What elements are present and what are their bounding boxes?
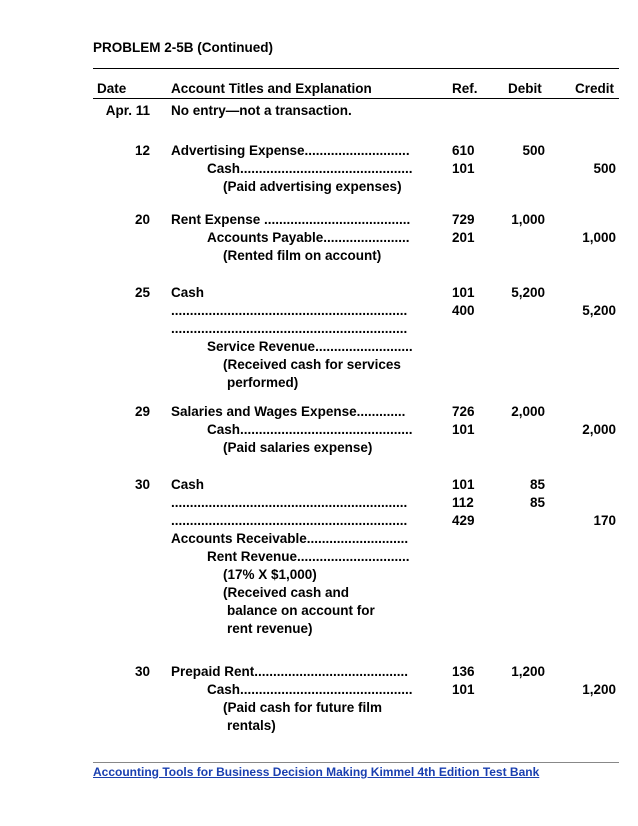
credit-amount: 2,000	[582, 422, 616, 437]
journal-line	[0, 682, 638, 700]
ref-number: 726	[452, 404, 475, 419]
journal-entry	[0, 285, 638, 393]
journal-line	[0, 103, 638, 121]
journal-line	[0, 357, 638, 375]
account-description: Advertising Expense............................	[171, 143, 410, 158]
header-debit: Debit	[508, 81, 542, 96]
ref-number: 201	[452, 230, 475, 245]
entry-date: 20	[134, 212, 150, 227]
entry-date: 29	[134, 404, 150, 419]
journal-line	[0, 404, 638, 422]
ref-number: 101	[452, 477, 475, 492]
account-description: Cash..............................................	[207, 422, 413, 437]
account-description: No entry—not a transaction.	[171, 103, 352, 118]
journal-entry	[0, 477, 638, 639]
journal-line	[0, 440, 638, 458]
ref-number: 101	[452, 161, 475, 176]
journal-line	[0, 422, 638, 440]
ref-number: 101	[452, 285, 475, 300]
journal-line	[0, 603, 638, 621]
ref-number: 610	[452, 143, 475, 158]
account-description: Service Revenue..........................	[207, 339, 413, 354]
journal-line	[0, 585, 638, 603]
account-description: Cash..............................................	[207, 161, 413, 176]
account-description: (Received cash for services	[223, 357, 401, 372]
journal-line	[0, 179, 638, 197]
journal-line	[0, 718, 638, 736]
journal-line	[0, 664, 638, 682]
journal-entry	[0, 404, 638, 458]
journal-line	[0, 339, 638, 357]
ref-number: 101	[452, 682, 475, 697]
debit-amount: 85	[529, 477, 545, 492]
credit-amount: 5,200	[582, 303, 616, 318]
journal-line	[0, 248, 638, 266]
ref-number: 729	[452, 212, 475, 227]
ref-number: 101	[452, 422, 475, 437]
credit-amount: 1,000	[582, 230, 616, 245]
journal-entry	[0, 143, 638, 197]
journal-line	[0, 495, 638, 513]
entry-date: 30	[134, 477, 150, 492]
account-description: ...............................................................	[171, 513, 408, 528]
account-description: rent revenue)	[227, 621, 313, 636]
account-description: balance on account for	[227, 603, 375, 618]
account-description: Rent Expense .......................................	[171, 212, 411, 227]
journal-line	[0, 230, 638, 248]
debit-amount: 1,000	[511, 212, 545, 227]
account-description: ...............................................................	[171, 495, 408, 510]
entry-date: Apr. 11	[105, 103, 150, 118]
journal-line	[0, 321, 638, 339]
entry-date: 30	[134, 664, 150, 679]
entry-date: 12	[134, 143, 150, 158]
debit-amount: 500	[522, 143, 545, 158]
journal-line	[0, 621, 638, 639]
journal-line	[0, 700, 638, 718]
debit-amount: 1,200	[511, 664, 545, 679]
ref-number: 429	[452, 513, 475, 528]
journal-entry	[0, 664, 638, 736]
account-description: Cash	[171, 477, 205, 492]
account-description: (Rented film on account)	[223, 248, 382, 263]
credit-amount: 500	[593, 161, 616, 176]
credit-amount: 170	[593, 513, 616, 528]
debit-amount: 85	[529, 495, 545, 510]
account-description: performed)	[227, 375, 299, 390]
header-ref: Ref.	[452, 81, 478, 96]
journal-line	[0, 285, 638, 303]
credit-amount: 1,200	[582, 682, 616, 697]
ref-number: 112	[452, 495, 474, 510]
ref-number: 400	[452, 303, 475, 318]
journal-line	[0, 143, 638, 161]
header-account: Account Titles and Explanation	[171, 81, 372, 96]
debit-amount: 5,200	[511, 285, 545, 300]
journal-line	[0, 567, 638, 585]
account-description: Accounts Receivable...........................	[171, 531, 409, 546]
entry-date: 25	[134, 285, 150, 300]
account-description: rentals)	[227, 718, 276, 733]
header-credit: Credit	[575, 81, 615, 96]
debit-amount: 2,000	[511, 404, 545, 419]
account-description: Cash	[171, 285, 205, 300]
account-description: (Paid salaries expense)	[223, 440, 373, 455]
account-description: (Paid cash for future film	[223, 700, 383, 715]
account-description: Accounts Payable.......................	[207, 230, 410, 245]
account-description: ...............................................................	[171, 321, 408, 336]
account-description: Salaries and Wages Expense.............	[171, 404, 406, 419]
journal-line	[0, 549, 638, 567]
journal-line	[0, 212, 638, 230]
journal-line	[0, 161, 638, 179]
account-description: (17% X $1,000)	[223, 567, 317, 582]
footer-rule	[93, 762, 619, 763]
journal-line	[0, 375, 638, 393]
account-description: ...............................................................	[171, 303, 408, 318]
ref-number: 136	[452, 664, 475, 679]
header-date: Date	[97, 81, 127, 96]
journal-line	[0, 303, 638, 321]
account-description: Prepaid Rent.........................................	[171, 664, 409, 679]
account-description: (Received cash and	[223, 585, 350, 600]
journal-line	[0, 531, 638, 549]
account-description: (Paid advertising expenses)	[223, 179, 402, 194]
account-description: Rent Revenue..............................	[207, 549, 410, 564]
page-title: PROBLEM 2-5B (Continued)	[93, 40, 273, 55]
footer-link[interactable]: Accounting Tools for Business Decision Making Kimmel 4th Edition Test Bank	[93, 765, 540, 779]
journal-line	[0, 477, 638, 495]
journal-entry	[0, 212, 638, 266]
journal-line	[0, 513, 638, 531]
journal-entry	[0, 103, 638, 121]
account-description: Cash..............................................	[207, 682, 413, 697]
